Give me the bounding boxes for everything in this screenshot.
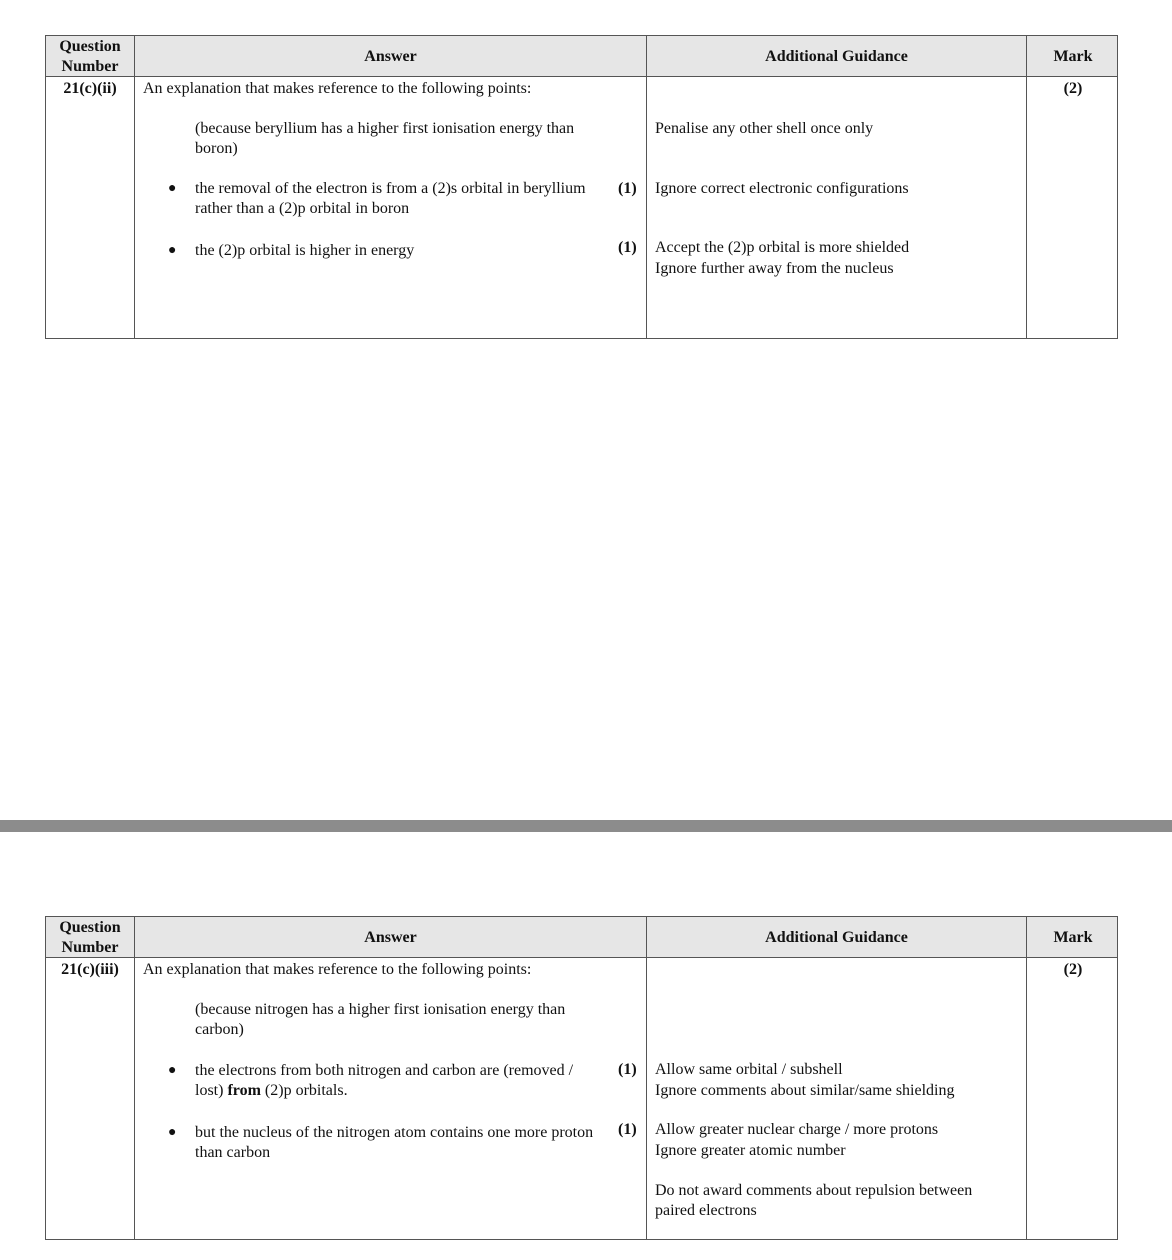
- header-answer: Answer: [364, 929, 417, 946]
- answer-point-1-text: the electrons from both nitrogen and carbon are (removed / lost): [195, 1062, 574, 1099]
- header-answer: Answer: [364, 48, 417, 65]
- page-divider: [0, 820, 1172, 832]
- header-question-number: Question Number: [59, 919, 121, 956]
- question-number: 21(c)(ii): [63, 80, 117, 97]
- guidance-point-2-line-2: Ignore further away from the nucleus: [655, 260, 894, 277]
- question-number: 21(c)(iii): [61, 961, 119, 978]
- point-mark-2: (1): [618, 1121, 637, 1138]
- answer-note: (because nitrogen has a higher first ionisation energy than carbon): [195, 1001, 566, 1038]
- column-divider: [646, 36, 647, 338]
- header-question-number: Question Number: [59, 38, 121, 75]
- bullet-icon: ●: [168, 243, 177, 258]
- bullet-icon: ●: [168, 181, 177, 196]
- answer-point-1: the removal of the electron is from a (2)s orbital in beryllium rather than a (2)p orbital in boron: [195, 180, 586, 217]
- answer-point-1: [195, 1061, 605, 1101]
- answer-point-2: but the nucleus of the nitrogen atom contains one more proton than carbon: [195, 1124, 594, 1161]
- answer-point-1-bold: from: [227, 1082, 261, 1099]
- note-guidance: Penalise any other shell once only: [655, 120, 874, 137]
- guidance-point-1-line-2: Ignore comments about similar/same shielding: [655, 1082, 955, 1099]
- answer-note: (because beryllium has a higher first ionisation energy than boron): [195, 120, 575, 157]
- guidance-point-1: Ignore correct electronic configurations: [655, 180, 909, 197]
- column-divider: [134, 917, 135, 1239]
- guidance-point-2-line-2: Ignore greater atomic number: [655, 1142, 846, 1159]
- answer-point-2: the (2)p orbital is higher in energy: [195, 242, 415, 259]
- bullet-icon: ●: [168, 1125, 177, 1140]
- point-mark-2: (1): [618, 239, 637, 256]
- answer-intro: An explanation that makes reference to the following points:: [143, 961, 532, 978]
- mark-scheme-table-21cii: [45, 35, 1118, 339]
- header-additional-guidance: Additional Guidance: [765, 48, 908, 65]
- header-additional-guidance: Additional Guidance: [765, 929, 908, 946]
- header-mark: Mark: [1053, 929, 1093, 946]
- total-mark: (2): [1063, 80, 1083, 97]
- mark-scheme-table-21ciii: [45, 916, 1118, 1240]
- point-mark-1: (1): [618, 180, 637, 197]
- bullet-icon: ●: [168, 1063, 177, 1078]
- answer-intro: An explanation that makes reference to the following points:: [143, 80, 532, 97]
- guidance-point-2-line-3: Do not award comments about repulsion between paired electrons: [655, 1182, 973, 1219]
- point-mark-1: (1): [618, 1061, 637, 1078]
- column-divider: [134, 36, 135, 338]
- total-mark: (2): [1063, 961, 1083, 978]
- guidance-point-1-line-1: Allow same orbital / subshell: [655, 1061, 843, 1078]
- guidance-point-2-line-1: Allow greater nuclear charge / more protons: [655, 1121, 939, 1138]
- guidance-point-2-line-1: Accept the (2)p orbital is more shielded: [655, 239, 910, 256]
- column-divider: [646, 917, 647, 1239]
- answer-point-1-text-end: (2)p orbitals.: [260, 1082, 348, 1099]
- header-mark: Mark: [1053, 48, 1093, 65]
